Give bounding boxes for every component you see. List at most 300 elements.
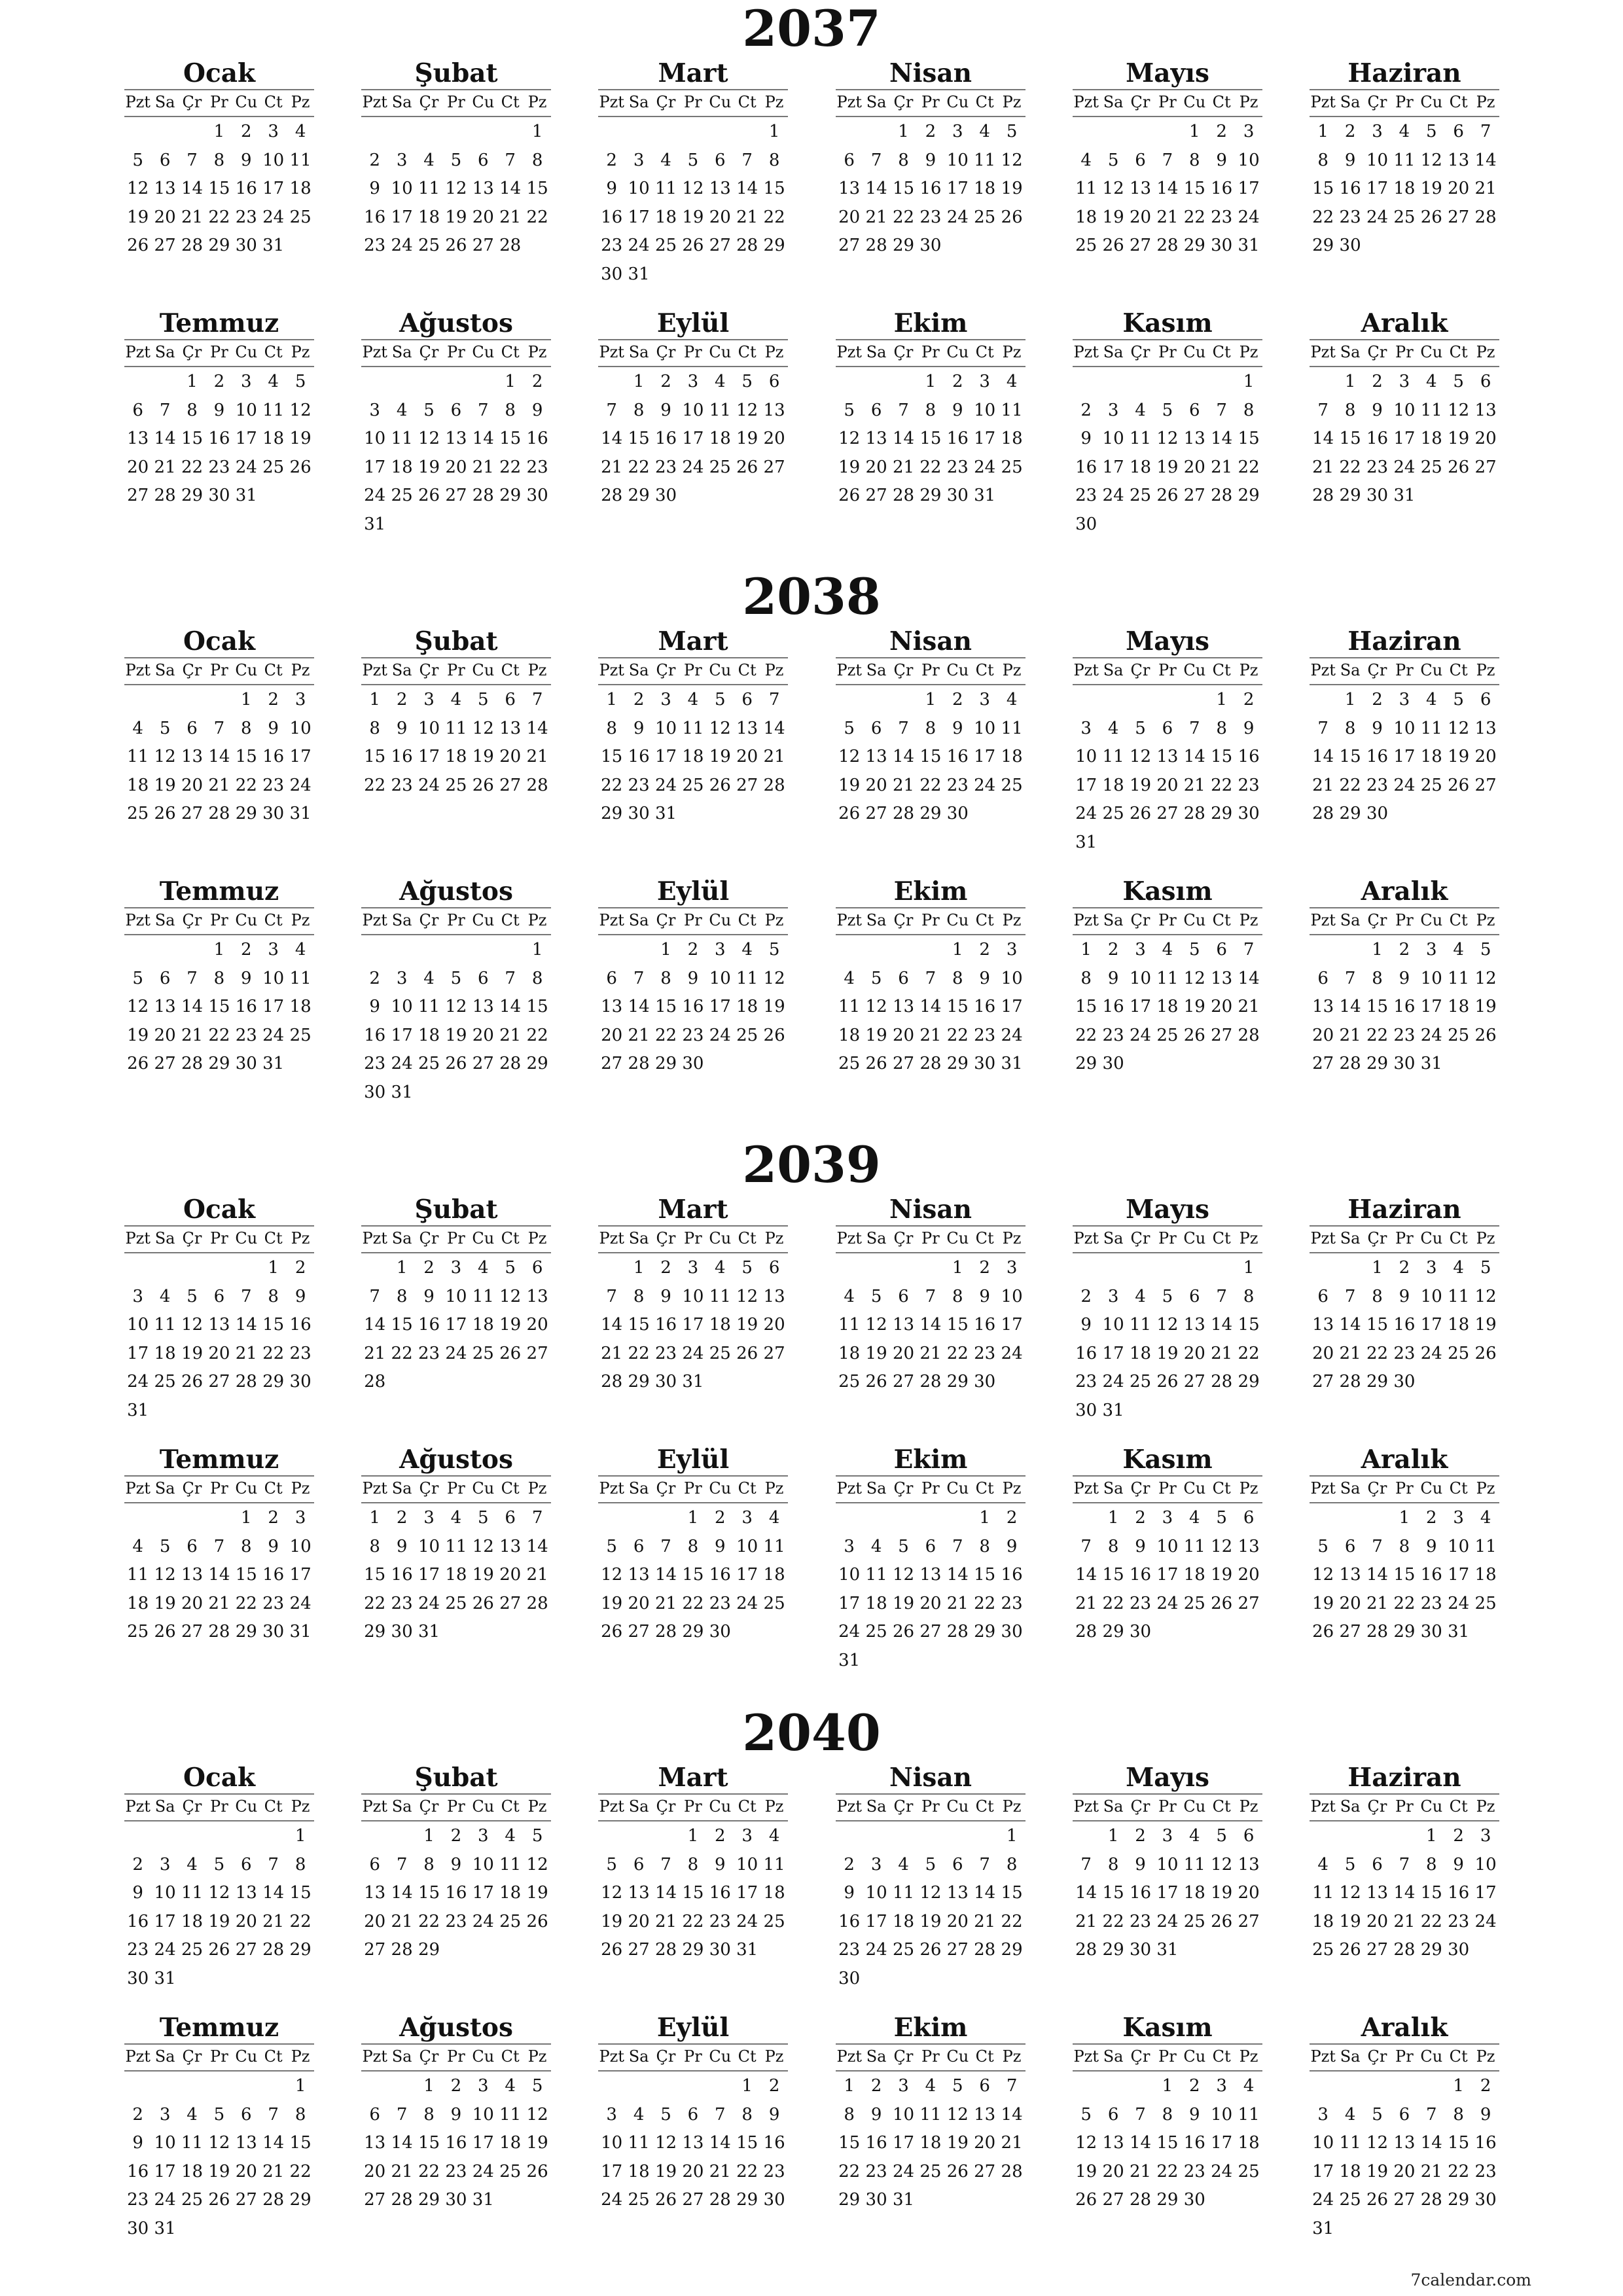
weekday-label: Sa: [866, 1479, 887, 1498]
day-cell: 27: [892, 1372, 915, 1391]
day-cell: 12: [892, 1565, 915, 1585]
day-cell: 12: [763, 968, 785, 988]
day-grid: [124, 685, 314, 855]
day-grid: [361, 367, 551, 537]
day-cell: 10: [1129, 968, 1152, 988]
day-cell: 24: [1474, 1911, 1497, 1931]
day-cell: 14: [892, 429, 915, 448]
day-cell: 2: [294, 1258, 306, 1278]
day-cell: 28: [946, 1622, 969, 1641]
day-cell: 20: [445, 457, 467, 477]
day-cell: 22: [1339, 775, 1361, 795]
day-cell: 21: [1075, 1911, 1097, 1931]
day-cell: 19: [208, 2161, 230, 2181]
day-cell: 19: [763, 997, 785, 1016]
day-cell: 28: [1211, 486, 1233, 505]
weekday-label: Pz: [527, 1797, 547, 1816]
month-10: [836, 2012, 1026, 2242]
day-cell: 16: [391, 747, 413, 766]
day-grid: [124, 935, 314, 1105]
day-cell: 29: [1366, 1372, 1389, 1391]
year-title: 2039: [742, 1136, 881, 1194]
day-cell: 14: [181, 997, 204, 1016]
day-cell: 7: [1162, 150, 1173, 170]
day-cell: 9: [1006, 1536, 1018, 1556]
day-cell: 15: [838, 2133, 861, 2153]
day-cell: 15: [1102, 1883, 1124, 1903]
day-cell: 28: [974, 1940, 996, 1960]
day-cell: 6: [870, 400, 882, 420]
day-cell: 20: [1183, 457, 1205, 477]
day-cell: 18: [1238, 2133, 1260, 2153]
month-name: Ocak: [183, 1763, 255, 1793]
day-cell: 12: [601, 1565, 623, 1585]
day-cell: 12: [289, 400, 312, 420]
day-cell: 21: [1312, 457, 1334, 477]
day-cell: 14: [526, 718, 548, 738]
day-cell: 8: [1216, 718, 1227, 738]
day-cell: 23: [1393, 1343, 1416, 1363]
weekday-label: Ct: [501, 2047, 520, 2066]
day-cell: 22: [1366, 1343, 1389, 1363]
day-cell: 20: [1183, 1343, 1205, 1363]
day-cell: 3: [478, 1826, 489, 1846]
day-cell: 31: [1156, 1940, 1179, 1960]
day-cell: 24: [1075, 804, 1097, 823]
day-cell: 6: [1344, 1536, 1356, 1556]
day-cell: 20: [154, 1025, 176, 1045]
day-cell: 6: [478, 150, 489, 170]
day-cell: 5: [870, 1286, 882, 1306]
day-cell: 14: [208, 1565, 230, 1585]
weekday-header: [1310, 339, 1499, 367]
day-cell: 14: [601, 429, 623, 448]
day-grid: [836, 685, 1026, 855]
day-cell: 9: [1399, 1286, 1410, 1306]
day-cell: 2: [952, 690, 963, 709]
day-cell: 20: [919, 1593, 942, 1613]
day-cell: 20: [601, 1025, 623, 1045]
day-cell: 1: [268, 1258, 279, 1278]
day-cell: 12: [1420, 150, 1442, 170]
day-cell: 30: [1001, 1622, 1023, 1641]
day-cell: 30: [1129, 1622, 1152, 1641]
weekday-label: Pzt: [125, 2047, 151, 2066]
weekday-label: Pr: [1395, 1797, 1414, 1816]
day-cell: 26: [865, 1054, 887, 1073]
day-cell: 17: [262, 997, 285, 1016]
day-cell: 22: [262, 1343, 285, 1363]
day-cell: 18: [289, 179, 312, 198]
weekday-header: [1073, 2043, 1262, 2072]
day-cell: 8: [1162, 2104, 1173, 2125]
weekday-header: [124, 339, 314, 367]
day-cell: 11: [654, 179, 677, 198]
month-1: [124, 58, 314, 287]
day-cell: 27: [1183, 1372, 1205, 1391]
day-cell: 20: [763, 1315, 785, 1335]
day-cell: 30: [1420, 1622, 1442, 1641]
day-cell: 10: [736, 1854, 758, 1874]
day-cell: 2: [450, 1826, 462, 1846]
weekday-label: Ct: [501, 1797, 520, 1816]
weekday-label: Pz: [1002, 93, 1022, 111]
weekday-label: Çr: [419, 1479, 439, 1498]
day-cell: 21: [601, 457, 623, 477]
day-cell: 23: [1001, 1593, 1023, 1613]
day-cell: 29: [654, 1054, 677, 1073]
day-cell: 12: [472, 1536, 494, 1556]
day-cell: 31: [1238, 236, 1260, 255]
day-cell: 20: [472, 1025, 494, 1045]
day-cell: 20: [1238, 1883, 1260, 1903]
day-cell: 14: [1339, 1315, 1361, 1335]
day-cell: 30: [1102, 1054, 1124, 1073]
weekday-header: [598, 1475, 788, 1503]
weekday-label: Pr: [447, 1479, 465, 1498]
day-cell: 5: [1216, 1826, 1227, 1846]
day-cell: 26: [181, 1372, 204, 1391]
day-cell: 4: [1162, 940, 1173, 960]
weekday-label: Cu: [946, 911, 969, 929]
day-cell: 14: [1474, 150, 1497, 170]
day-cell: 13: [946, 1883, 969, 1903]
day-cell: 13: [892, 1315, 915, 1335]
day-cell: 13: [181, 747, 204, 766]
weekday-label: Pzt: [362, 2047, 387, 2066]
day-cell: 12: [1102, 179, 1124, 198]
day-cell: 20: [865, 775, 887, 795]
weekday-label: Pzt: [362, 911, 387, 929]
day-cell: 28: [1366, 1622, 1389, 1641]
day-cell: 25: [127, 804, 149, 823]
weekday-label: Pz: [1002, 343, 1022, 361]
day-cell: 18: [445, 747, 467, 766]
day-cell: 27: [709, 236, 731, 255]
day-cell: 30: [1393, 1054, 1416, 1073]
day-cell: 11: [127, 747, 149, 766]
day-cell: 17: [892, 2133, 915, 2153]
day-cell: 27: [838, 236, 861, 255]
day-cell: 1: [1107, 1508, 1119, 1528]
day-cell: 27: [1312, 1054, 1334, 1073]
day-cell: 16: [1238, 747, 1260, 766]
day-cell: 26: [1211, 1911, 1233, 1931]
weekday-label: Sa: [866, 911, 887, 929]
day-cell: 23: [1211, 207, 1233, 227]
day-cell: 19: [892, 1593, 915, 1613]
day-cell: 23: [1238, 775, 1260, 795]
month-9: [598, 1444, 788, 1674]
month-name: Eylül: [656, 876, 730, 906]
day-cell: 24: [736, 1911, 758, 1931]
weekday-header: [1073, 1475, 1262, 1503]
month-name: Mart: [658, 1763, 728, 1793]
weekday-label: Pr: [1158, 1797, 1177, 1816]
day-cell: 25: [628, 2190, 650, 2210]
day-cell: 13: [472, 997, 494, 1016]
day-cell: 11: [499, 1854, 522, 1874]
weekday-header: [598, 1225, 788, 1253]
weekday-label: Çr: [656, 93, 676, 111]
weekday-label: Pr: [1158, 343, 1177, 361]
day-cell: 12: [1339, 1883, 1361, 1903]
weekday-label: Pzt: [125, 1479, 151, 1498]
day-cell: 5: [1162, 400, 1173, 420]
month-name: Kasım: [1122, 876, 1213, 906]
day-cell: 10: [1238, 150, 1260, 170]
weekday-label: Pzt: [1310, 1229, 1336, 1247]
day-cell: 10: [1312, 2133, 1334, 2153]
day-cell: 21: [1183, 775, 1205, 795]
day-cell: 26: [654, 2190, 677, 2210]
weekday-label: Ct: [501, 343, 520, 361]
day-cell: 19: [865, 1343, 887, 1363]
day-cell: 1: [925, 690, 936, 709]
day-cell: 22: [208, 1025, 230, 1045]
day-cell: 22: [499, 457, 522, 477]
day-cell: 27: [1474, 457, 1497, 477]
weekday-label: Pz: [764, 1479, 784, 1498]
day-cell: 11: [1102, 747, 1124, 766]
day-cell: 28: [526, 1593, 548, 1613]
day-cell: 26: [1312, 1622, 1334, 1641]
day-cell: 3: [1426, 1258, 1437, 1278]
weekday-label: Pz: [1239, 93, 1258, 111]
day-cell: 31: [262, 236, 285, 255]
day-cell: 22: [418, 2161, 440, 2181]
day-cell: 19: [654, 2161, 677, 2181]
day-cell: 25: [1075, 236, 1097, 255]
day-grid: [361, 1253, 551, 1424]
day-cell: 18: [919, 2133, 942, 2153]
day-cell: 11: [865, 1565, 887, 1585]
day-cell: 30: [208, 486, 230, 505]
weekday-label: Pr: [1395, 1229, 1414, 1247]
day-cell: 8: [741, 2104, 753, 2125]
day-cell: 18: [1001, 747, 1023, 766]
day-cell: 16: [682, 997, 704, 1016]
day-cell: 21: [892, 457, 915, 477]
day-cell: 5: [606, 1854, 617, 1874]
day-cell: 3: [1080, 718, 1092, 738]
day-grid: [361, 685, 551, 855]
day-cell: 18: [654, 207, 677, 227]
weekday-label: Pz: [1476, 93, 1495, 111]
day-cell: 22: [1312, 207, 1334, 227]
day-cell: 11: [418, 997, 440, 1016]
day-cell: 29: [235, 804, 257, 823]
day-cell: 10: [974, 718, 996, 738]
weekday-label: Pzt: [125, 661, 151, 679]
day-cell: 24: [682, 457, 704, 477]
day-cell: 19: [181, 1343, 204, 1363]
weekday-label: Sa: [1340, 1479, 1361, 1498]
day-cell: 22: [601, 775, 623, 795]
weekday-label: Cu: [1420, 1229, 1443, 1247]
day-cell: 22: [289, 1911, 312, 1931]
day-cell: 25: [1156, 1025, 1179, 1045]
day-cell: 6: [1480, 690, 1491, 709]
day-cell: 19: [709, 747, 731, 766]
day-cell: 1: [1162, 2076, 1173, 2096]
day-cell: 27: [472, 1054, 494, 1073]
day-cell: 17: [628, 207, 650, 227]
day-cell: 2: [1426, 1508, 1437, 1528]
weekday-label: Cu: [946, 2047, 969, 2066]
day-cell: 21: [1474, 179, 1497, 198]
day-cell: 7: [1006, 2076, 1018, 2096]
day-cell: 29: [1238, 486, 1260, 505]
day-cell: 25: [289, 1025, 312, 1045]
day-cell: 28: [499, 1054, 522, 1073]
day-cell: 31: [1448, 1622, 1470, 1641]
weekday-label: Çr: [419, 661, 439, 679]
day-cell: 15: [526, 997, 548, 1016]
day-cell: 23: [445, 2161, 467, 2181]
day-cell: 23: [946, 457, 969, 477]
weekday-label: Pr: [447, 1797, 465, 1816]
day-cell: 19: [1339, 1911, 1361, 1931]
day-cell: 26: [1001, 207, 1023, 227]
day-cell: 5: [294, 372, 306, 391]
day-cell: 14: [526, 1536, 548, 1556]
weekday-label: Pz: [527, 911, 547, 929]
day-cell: 25: [1474, 1593, 1497, 1613]
weekday-label: Cu: [1420, 343, 1443, 361]
weekday-header: [361, 89, 551, 117]
day-cell: 24: [1129, 1025, 1152, 1045]
day-cell: 16: [1448, 1883, 1470, 1903]
day-cell: 3: [1135, 940, 1146, 960]
day-cell: 30: [235, 1054, 257, 1073]
weekday-label: Pr: [921, 1479, 940, 1498]
day-cell: 4: [633, 2104, 645, 2125]
day-cell: 6: [768, 372, 780, 391]
day-cell: 29: [1312, 236, 1334, 255]
weekday-label: Pz: [1476, 661, 1495, 679]
day-cell: 28: [601, 1372, 623, 1391]
day-cell: 14: [499, 179, 522, 198]
day-cell: 5: [159, 1536, 171, 1556]
day-cell: 25: [1448, 1025, 1470, 1045]
day-cell: 5: [132, 150, 143, 170]
day-cell: 11: [1474, 1536, 1497, 1556]
day-cell: 9: [1107, 968, 1119, 988]
day-cell: 9: [369, 179, 380, 198]
day-cell: 23: [1474, 2161, 1497, 2181]
day-cell: 30: [1474, 2190, 1497, 2210]
day-cell: 17: [391, 207, 413, 227]
day-cell: 24: [1001, 1025, 1023, 1045]
day-cell: 3: [241, 372, 252, 391]
weekday-label: Pzt: [125, 1797, 151, 1816]
day-cell: 24: [1420, 1025, 1442, 1045]
weekday-label: Pr: [921, 343, 940, 361]
day-cell: 7: [633, 968, 645, 988]
day-cell: 31: [127, 1400, 149, 1420]
day-cell: 25: [445, 775, 467, 795]
day-cell: 14: [235, 1315, 257, 1335]
day-cell: 14: [1075, 1883, 1097, 1903]
day-cell: 24: [1102, 1372, 1124, 1391]
year-title: 2040: [742, 1704, 881, 1762]
weekday-label: Pzt: [836, 1479, 862, 1498]
weekday-label: Cu: [235, 1479, 258, 1498]
day-cell: 2: [687, 940, 699, 960]
day-cell: 27: [181, 804, 204, 823]
day-cell: 23: [526, 457, 548, 477]
day-cell: 11: [838, 1315, 861, 1335]
weekday-label: Sa: [866, 1797, 887, 1816]
day-cell: 13: [601, 997, 623, 1016]
day-cell: 18: [1448, 1315, 1470, 1335]
day-grid: [1073, 117, 1262, 287]
day-cell: 14: [736, 179, 758, 198]
day-cell: 6: [1189, 400, 1200, 420]
day-cell: 21: [1156, 207, 1179, 227]
day-cell: 12: [154, 1565, 176, 1585]
day-cell: 4: [268, 372, 279, 391]
month-name: Ocak: [183, 58, 255, 88]
day-grid: [598, 935, 788, 1105]
weekday-header: [124, 2043, 314, 2072]
day-cell: 27: [682, 2190, 704, 2210]
day-cell: 24: [154, 2190, 176, 2210]
weekday-label: Çr: [182, 2047, 202, 2066]
day-cell: 10: [235, 400, 257, 420]
day-cell: 28: [1339, 1054, 1361, 1073]
weekday-label: Pz: [1476, 2047, 1495, 2066]
weekday-label: Çr: [656, 343, 676, 361]
day-cell: 14: [154, 429, 176, 448]
day-cell: 21: [262, 2161, 285, 2181]
weekday-label: Çr: [656, 2047, 676, 2066]
day-grid: [124, 2072, 314, 2242]
day-cell: 9: [423, 1286, 435, 1306]
month-name: Haziran: [1347, 1763, 1461, 1793]
day-cell: 19: [682, 207, 704, 227]
day-cell: 20: [1102, 2161, 1124, 2181]
day-cell: 7: [369, 1286, 380, 1306]
day-cell: 31: [628, 264, 650, 284]
day-cell: 2: [1189, 2076, 1200, 2096]
weekday-header: [598, 89, 788, 117]
day-cell: 5: [1135, 718, 1146, 738]
day-cell: 21: [235, 1343, 257, 1363]
day-cell: 29: [682, 1622, 704, 1641]
day-cell: 4: [1107, 718, 1119, 738]
day-cell: 25: [763, 1911, 785, 1931]
month-name: Mayıs: [1126, 626, 1209, 656]
day-cell: 14: [709, 2133, 731, 2153]
weekday-label: Sa: [1340, 661, 1361, 679]
day-cell: 13: [763, 1286, 785, 1306]
day-cell: 28: [181, 236, 204, 255]
day-cell: 19: [946, 2133, 969, 2153]
weekday-label: Çr: [1367, 1797, 1387, 1816]
month-6: [1310, 58, 1499, 287]
day-cell: 27: [1102, 2190, 1124, 2210]
day-cell: 2: [1243, 690, 1255, 709]
day-cell: 2: [1216, 122, 1227, 141]
weekday-label: Cu: [1183, 1229, 1206, 1247]
day-cell: 5: [1080, 2104, 1092, 2125]
day-cell: 23: [709, 1593, 731, 1613]
day-cell: 29: [946, 1054, 969, 1073]
weekday-label: Çr: [182, 1229, 202, 1247]
day-cell: 3: [1162, 1826, 1173, 1846]
